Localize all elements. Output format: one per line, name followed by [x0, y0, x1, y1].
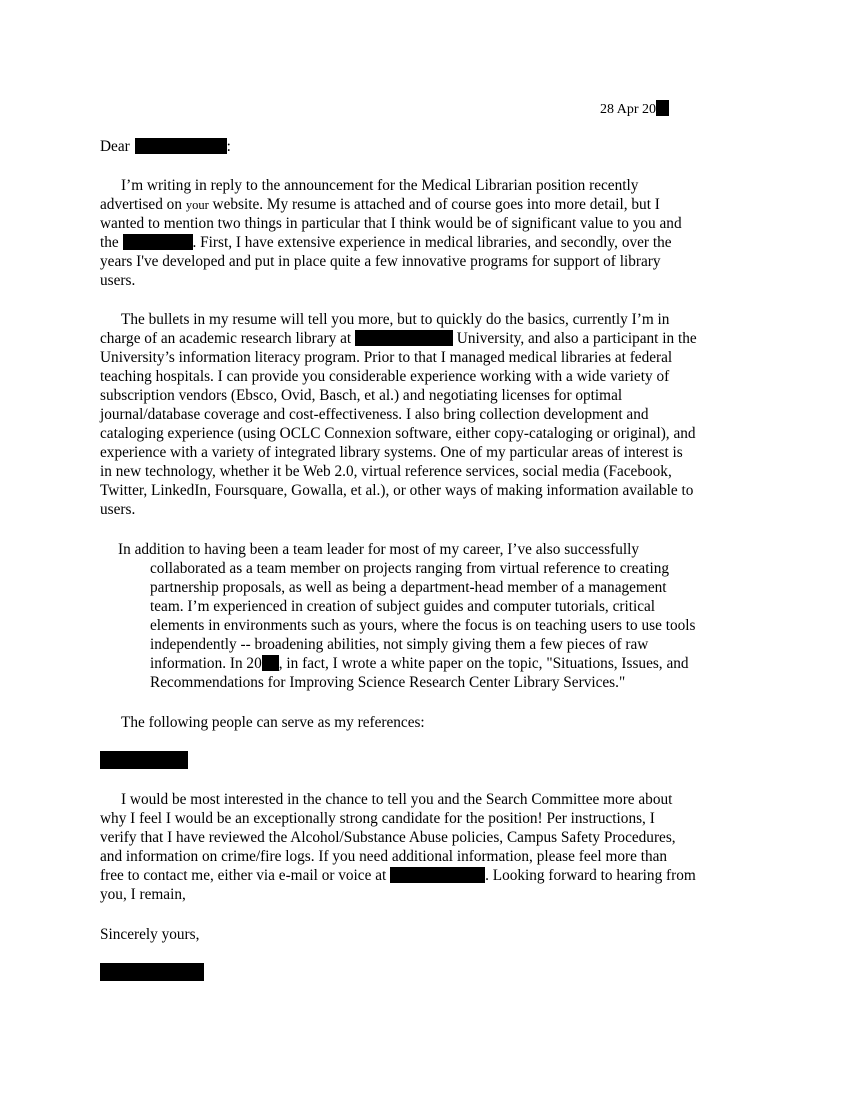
redacted-references — [100, 751, 188, 769]
text-segment: , in fact, I wrote a white paper on the topic, "Situations, Issues, and — [278, 655, 689, 672]
paragraph-line: why I feel I would be an exceptionally strong candidate for the position! Per instructions, I — [100, 810, 655, 827]
salutation — [100, 137, 231, 156]
paragraph-line: partnership proposals, as well as being a department-head member of a management — [150, 579, 667, 596]
text-segment: information. In 20 — [150, 655, 262, 672]
text-segment: your — [185, 198, 209, 212]
salutation-prefix: Dear — [100, 138, 130, 155]
redacted-year — [262, 655, 279, 671]
redacted-organization — [123, 234, 193, 250]
paragraph-line: verify that I have reviewed the Alcohol/Substance Abuse policies, Campus Safety Procedures, — [100, 829, 676, 846]
date-text: 28 Apr 20 — [600, 102, 656, 117]
text-segment: free to contact me, either via e-mail or voice at — [100, 867, 387, 884]
paragraph-line: users. — [100, 272, 136, 289]
paragraph-line: Twitter, LinkedIn, Foursquare, Gowalla, et al.), or other ways of making information available to — [100, 482, 694, 499]
closing-text: Sincerely yours, — [100, 926, 200, 943]
paragraph-line: users. — [100, 501, 136, 518]
redacted-phone-number — [390, 867, 485, 883]
text-segment: University, and also a participant in the — [456, 330, 697, 347]
paragraph-line: years I've developed and put in place quite a few innovative programs for support of library — [100, 253, 661, 270]
paragraph-line: I’m writing in reply to the announcement for the Medical Librarian position recently — [121, 177, 639, 194]
paragraph-line: subscription vendors (Ebsco, Ovid, Basch, et al.) and negotiating licenses for optimal — [100, 387, 623, 404]
paragraph-line — [100, 866, 696, 885]
paragraph-line: independently -- broadening abilities, not simply giving them a few pieces of raw — [150, 636, 649, 653]
text-segment: the — [100, 234, 119, 251]
paragraph-line — [150, 654, 689, 673]
date-line — [600, 100, 669, 119]
text-segment: . First, I have extensive experience in medical libraries, and secondly, over the — [192, 234, 672, 251]
paragraph-line: Recommendations for Improving Science Research Center Library Services." — [150, 674, 626, 691]
paragraph-line: you, I remain, — [100, 886, 186, 903]
paragraph-line: In addition to having been a team leader for most of my career, I’ve also successfully — [118, 541, 639, 558]
paragraph-line — [100, 329, 697, 348]
paragraph-line: teaching hospitals. I can provide you considerable experience working with a wide variety of — [100, 368, 670, 385]
text-segment: advertised on — [100, 196, 186, 213]
paragraph-line: The bullets in my resume will tell you more, but to quickly do the basics, currently I’m in — [121, 311, 670, 328]
paragraph-line: wanted to mention two things in particular that I think would be of significant value to you and — [100, 215, 682, 232]
paragraph-line: and information on crime/fire logs. If you need additional information, please feel more than — [100, 848, 668, 865]
paragraph-line: University’s information literacy program. Prior to that I managed medical libraries at federal — [100, 349, 673, 366]
text-segment: . Looking forward to hearing from — [485, 867, 696, 884]
paragraph-line: I would be most interested in the chance to tell you and the Search Committee more about — [121, 791, 673, 808]
redacted-year — [656, 100, 669, 116]
paragraph-line: cataloging experience (using OCLC Connexion software, either copy-cataloging or original), and — [100, 425, 696, 442]
text-segment: website. My resume is attached and of course goes into more detail, but I — [208, 196, 660, 213]
paragraph-line: elements in environments such as yours, where the focus is on teaching users to use tools — [150, 617, 696, 634]
redacted-signature — [100, 963, 204, 981]
references-intro: The following people can serve as my references: — [121, 714, 425, 731]
paragraph-line — [100, 195, 660, 215]
paragraph-line: experience with a variety of integrated library systems. One of my particular areas of interest is — [100, 444, 683, 461]
paragraph-line: team. I’m experienced in creation of subject guides and computer tutorials, critical — [150, 598, 656, 615]
text-segment: charge of an academic research library at — [100, 330, 352, 347]
redacted-recipient-name — [135, 138, 227, 154]
paragraph-line: journal/database coverage and cost-effectiveness. I also bring collection development and — [100, 406, 649, 423]
paragraph-line: in new technology, whether it be Web 2.0, virtual reference services, social media (Facebook, — [100, 463, 672, 480]
salutation-suffix: : — [226, 138, 231, 155]
paragraph-line: collaborated as a team member on projects ranging from virtual reference to creating — [150, 560, 670, 577]
redacted-university-name — [355, 330, 453, 346]
paragraph-line — [100, 233, 672, 252]
